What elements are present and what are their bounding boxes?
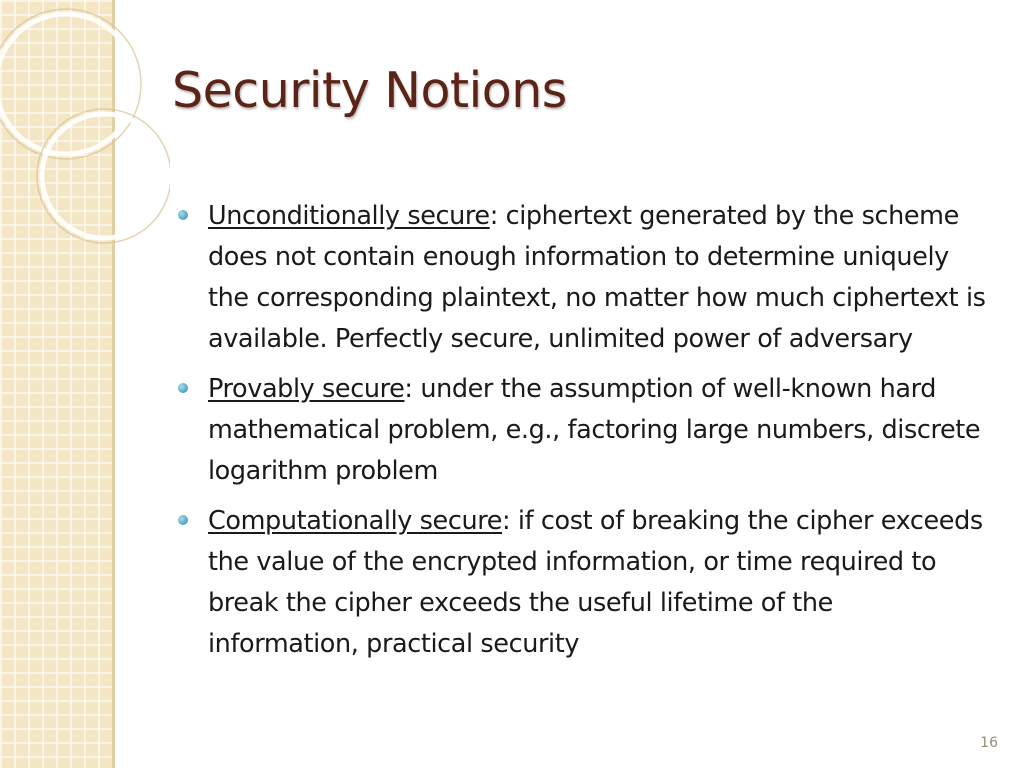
bullet-text: : ciphertext generated by the scheme does not contain enough information to determine uniquely the corresponding plaintext, no matter how much ciphertext is available. Perfectly secure, unlimited power of adversary [208,201,986,354]
decorative-ring-lower-shadow [37,109,170,243]
slide-title: Security Notions [172,62,567,119]
bullet-text: : under the assumption of well-known hard mathematical problem, e.g., factoring large numbers, discrete logarithm problem [208,374,981,486]
bullet-term: Provably secure [208,374,405,404]
bullet-icon [178,210,188,220]
page-number: 16 [980,735,998,751]
bullet-icon [178,383,188,393]
bullet-list [176,196,986,674]
bullet-item [176,501,986,665]
decorative-ring-upper [0,14,136,154]
bullet-text: : if cost of breaking the cipher exceeds the value of the encrypted information, or time required to break the cipher exceeds the useful lifetime of the information, practical security [208,506,983,659]
bullet-term: Computationally secure [208,506,503,536]
bullet-item [176,369,986,492]
bullet-item [176,196,986,360]
decorative-rings [0,0,170,260]
bullet-term: Unconditionally secure [208,201,490,231]
decorative-ring-lower [42,114,166,238]
bullet-icon [178,515,188,525]
